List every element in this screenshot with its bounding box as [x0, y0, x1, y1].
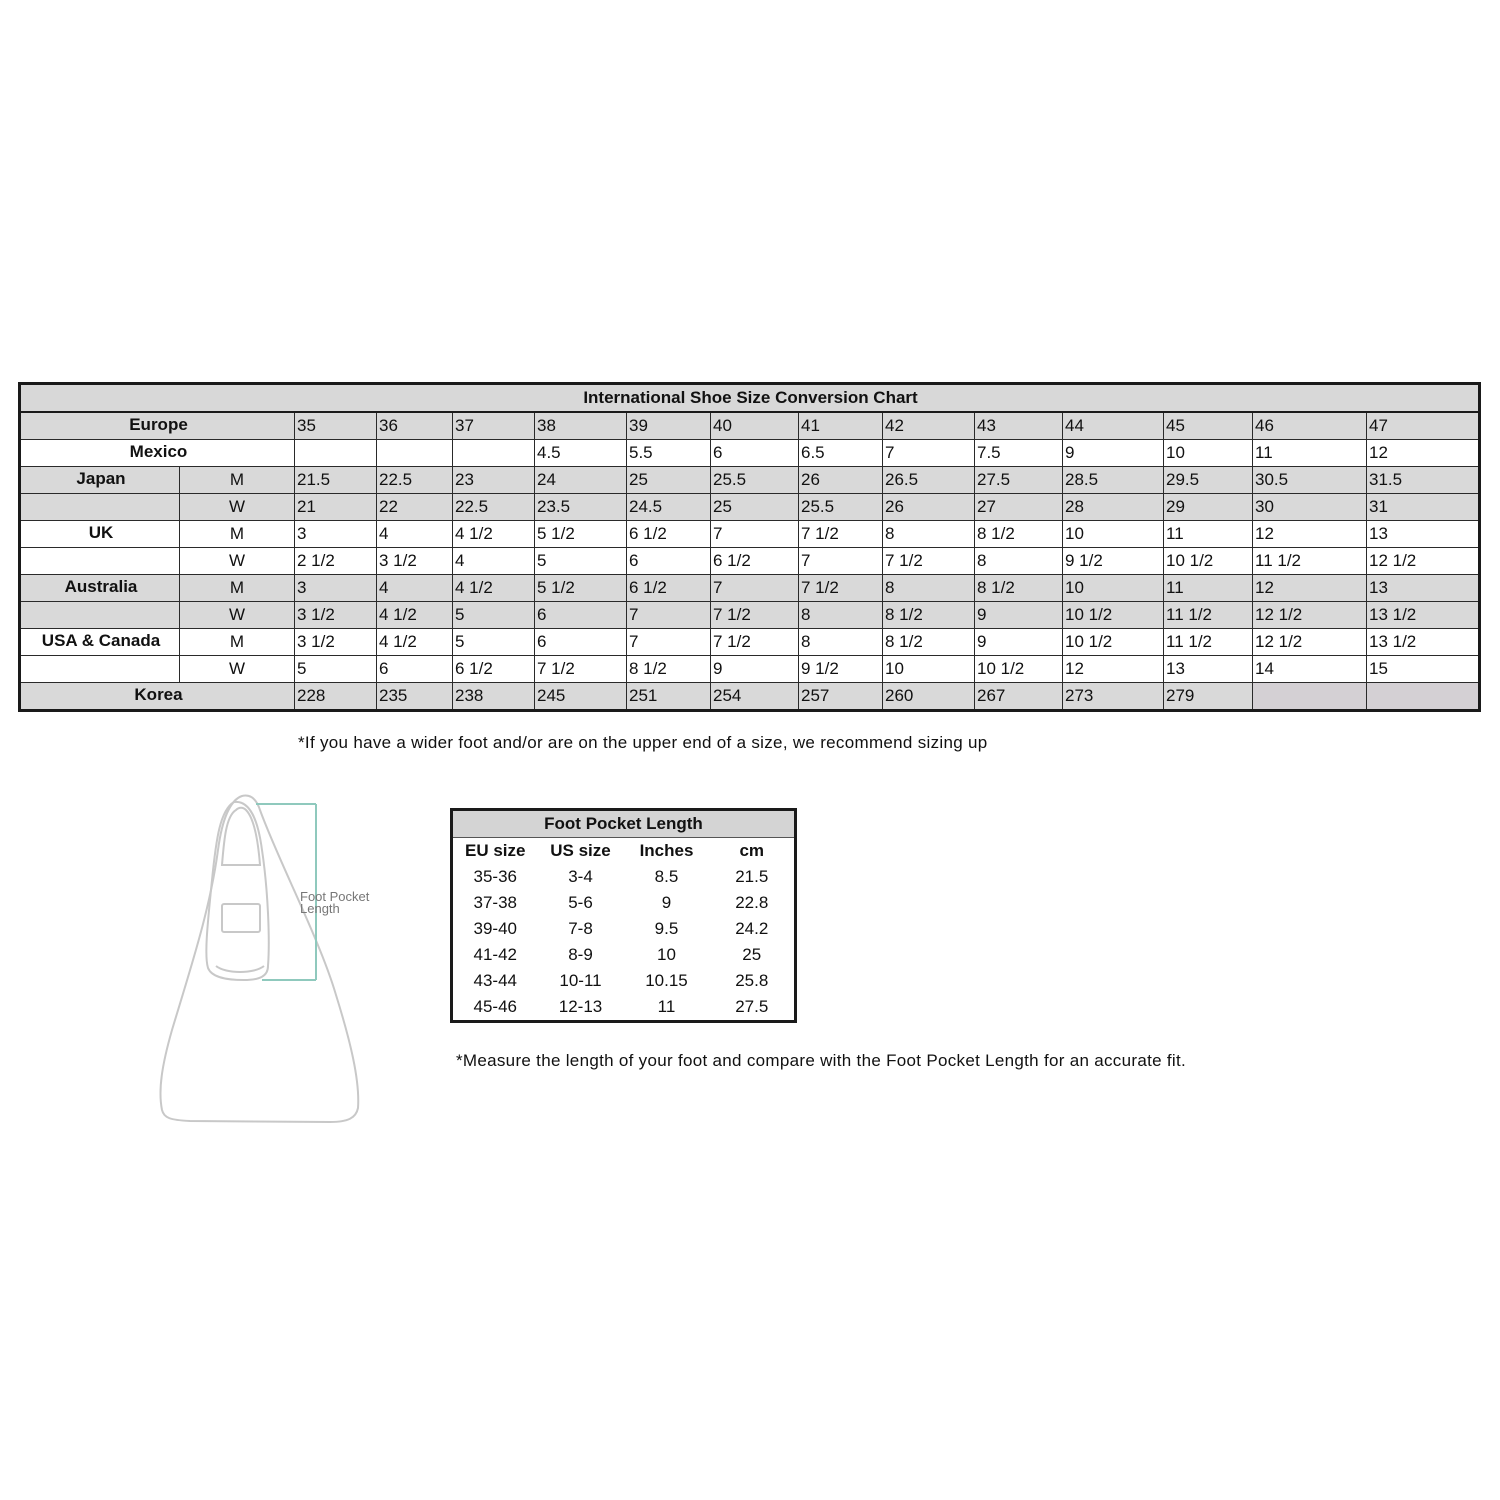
size-cell: 10 1/2 [1164, 548, 1253, 575]
header-us-size: US size [550, 841, 611, 860]
gender-label: M [180, 467, 295, 494]
size-cell: 8 [883, 575, 975, 602]
size-cell: 235 [377, 683, 453, 711]
size-cell: 10 [883, 656, 975, 683]
size-cell: 6 [711, 440, 799, 467]
size-cell: 6 1/2 [627, 521, 711, 548]
size-cell: 7 [711, 521, 799, 548]
size-cell: 6 [377, 656, 453, 683]
size-cell: 3 [295, 575, 377, 602]
pocket-cell: 25 [742, 945, 762, 964]
size-cell: 46 [1253, 412, 1367, 440]
pocket-cell: 7-8 [568, 919, 593, 938]
size-cell: 8 [799, 602, 883, 629]
size-cell: 22.5 [377, 467, 453, 494]
table-row [20, 548, 1480, 575]
size-cell: 31 [1367, 494, 1480, 521]
size-cell: 40 [711, 412, 799, 440]
size-cell: 5 [295, 656, 377, 683]
size-cell: 26 [799, 467, 883, 494]
size-cell: 4 1/2 [453, 575, 535, 602]
size-cell: 11 1/2 [1164, 602, 1253, 629]
size-cell: 8 [883, 521, 975, 548]
size-cell: 21.5 [295, 467, 377, 494]
size-cell: 8 1/2 [975, 575, 1063, 602]
size-cell: 44 [1063, 412, 1164, 440]
shoe-size-conversion-table [18, 382, 1481, 712]
size-cell: 23 [453, 467, 535, 494]
table-row [452, 994, 796, 1022]
size-cell: 7 [883, 440, 975, 467]
size-cell: 251 [627, 683, 711, 711]
size-cell: 30 [1253, 494, 1367, 521]
pocket-cell: 41-42 [473, 945, 517, 964]
pocket-cell: 37-38 [473, 893, 517, 912]
size-cell: 22.5 [453, 494, 535, 521]
size-cell: 9 [1063, 440, 1164, 467]
size-cell: 8 1/2 [627, 656, 711, 683]
size-cell: 6 1/2 [711, 548, 799, 575]
size-cell: 14 [1253, 656, 1367, 683]
size-cell: 4 [453, 548, 535, 575]
size-cell: 4 [377, 521, 453, 548]
size-cell: 5 1/2 [535, 521, 627, 548]
size-cell: 3 1/2 [295, 629, 377, 656]
size-cell: 25 [627, 467, 711, 494]
pocket-cell: 21.5 [735, 867, 769, 886]
size-cell: 10 [1164, 440, 1253, 467]
gender-label: M [180, 575, 295, 602]
foot-pocket-diagram-label: Foot Pocket [300, 889, 370, 904]
table-row [20, 683, 1480, 711]
measure-foot-note: *Measure the length of your foot and compare with the Foot Pocket Length for an accurate fit. [456, 1051, 1187, 1070]
size-cell: 6 [535, 602, 627, 629]
table-row [20, 440, 1480, 467]
country-label: Australia [20, 575, 180, 602]
size-cell [377, 440, 453, 467]
size-cell: 254 [711, 683, 799, 711]
size-cell: 9 [975, 602, 1063, 629]
size-cell: 260 [883, 683, 975, 711]
size-cell: 238 [453, 683, 535, 711]
pocket-cell: 3-4 [568, 867, 593, 886]
table-row [20, 412, 1480, 440]
size-cell: 7 1/2 [883, 548, 975, 575]
size-cell: 5.5 [627, 440, 711, 467]
pocket-cell: 10 [657, 945, 676, 964]
size-cell: 39 [627, 412, 711, 440]
table-row [20, 575, 1480, 602]
foot-pocket-length-table [450, 808, 797, 1023]
pocket-cell: 27.5 [735, 997, 769, 1016]
size-cell: 4.5 [535, 440, 627, 467]
table-row [20, 467, 1480, 494]
size-cell: 28.5 [1063, 467, 1164, 494]
size-cell: 3 1/2 [295, 602, 377, 629]
country-label-continuation [20, 656, 180, 683]
size-cell: 245 [535, 683, 627, 711]
size-cell: 6 [627, 548, 711, 575]
size-cell: 9 [975, 629, 1063, 656]
size-cell: 9 [711, 656, 799, 683]
table-row [20, 629, 1480, 656]
size-cell: 23.5 [535, 494, 627, 521]
size-cell: 273 [1063, 683, 1164, 711]
size-cell: 7 1/2 [711, 629, 799, 656]
country-label-continuation [20, 602, 180, 629]
size-cell: 11 1/2 [1164, 629, 1253, 656]
size-cell: 37 [453, 412, 535, 440]
size-cell: 13 [1367, 521, 1480, 548]
size-cell: 28 [1063, 494, 1164, 521]
size-cell: 6 [535, 629, 627, 656]
table-row [20, 602, 1480, 629]
size-cell: 8 [799, 629, 883, 656]
pocket-cell: 12-13 [558, 997, 603, 1016]
size-cell: 10 [1063, 521, 1164, 548]
size-cell: 25.5 [711, 467, 799, 494]
size-cell: 4 1/2 [377, 629, 453, 656]
table-row [452, 890, 796, 916]
size-cell: 3 1/2 [377, 548, 453, 575]
fin-outline-icon [160, 796, 358, 1122]
pocket-cell: 8.5 [654, 867, 679, 886]
country-label: Europe [20, 412, 295, 440]
size-cell: 11 [1164, 521, 1253, 548]
pocket-cell: 25.8 [735, 971, 769, 990]
table-row [20, 494, 1480, 521]
size-cell: 8 1/2 [975, 521, 1063, 548]
size-cell: 13 1/2 [1367, 629, 1480, 656]
size-cell: 7 1/2 [711, 602, 799, 629]
size-cell: 8 [975, 548, 1063, 575]
size-cell: 12 [1367, 440, 1480, 467]
size-cell: 41 [799, 412, 883, 440]
size-cell: 11 [1253, 440, 1367, 467]
size-cell: 24.5 [627, 494, 711, 521]
country-label: UK [20, 521, 180, 548]
size-cell: 4 1/2 [453, 521, 535, 548]
country-label: Japan [20, 467, 180, 494]
size-cell: 25 [711, 494, 799, 521]
size-cell: 9 1/2 [799, 656, 883, 683]
size-cell: 7.5 [975, 440, 1063, 467]
size-cell: 12 [1253, 521, 1367, 548]
pocket-cell: 24.2 [735, 919, 769, 938]
size-cell: 8 1/2 [883, 629, 975, 656]
size-cell [1367, 683, 1480, 711]
size-cell: 13 [1367, 575, 1480, 602]
table-row [20, 521, 1480, 548]
size-cell: 228 [295, 683, 377, 711]
size-cell: 2 1/2 [295, 548, 377, 575]
size-cell: 5 [535, 548, 627, 575]
size-cell: 12 [1253, 575, 1367, 602]
size-cell: 25.5 [799, 494, 883, 521]
size-cell: 5 1/2 [535, 575, 627, 602]
size-cell: 267 [975, 683, 1063, 711]
country-label-continuation [20, 494, 180, 521]
size-cell: 42 [883, 412, 975, 440]
size-cell: 12 1/2 [1367, 548, 1480, 575]
country-label: Mexico [20, 440, 295, 467]
gender-label: M [180, 521, 295, 548]
size-cell: 36 [377, 412, 453, 440]
pocket-cell: 5-6 [568, 893, 593, 912]
pocket-cell: 35-36 [473, 867, 517, 886]
size-cell: 12 1/2 [1253, 629, 1367, 656]
table-row [20, 656, 1480, 683]
pocket-cell: 22.8 [735, 893, 769, 912]
gender-label: W [180, 494, 295, 521]
size-cell: 9 1/2 [1063, 548, 1164, 575]
header-inches: Inches [639, 841, 694, 860]
size-cell: 31.5 [1367, 467, 1480, 494]
pocket-cell: 39-40 [473, 919, 517, 938]
size-cell: 279 [1164, 683, 1253, 711]
size-cell: 35 [295, 412, 377, 440]
size-cell: 26.5 [883, 467, 975, 494]
size-cell: 7 1/2 [535, 656, 627, 683]
size-cell: 43 [975, 412, 1063, 440]
size-cell: 8 1/2 [883, 602, 975, 629]
pocket-cell: 43-44 [473, 971, 517, 990]
size-cell: 7 1/2 [799, 521, 883, 548]
size-cell: 7 [627, 629, 711, 656]
size-cell: 257 [799, 683, 883, 711]
size-cell: 12 1/2 [1253, 602, 1367, 629]
size-cell: 11 [1164, 575, 1253, 602]
size-cell: 13 [1164, 656, 1253, 683]
size-cell: 13 1/2 [1367, 602, 1480, 629]
size-cell: 29.5 [1164, 467, 1253, 494]
size-cell: 6 1/2 [453, 656, 535, 683]
size-cell: 7 1/2 [799, 575, 883, 602]
table-row [452, 968, 796, 994]
size-cell: 4 [377, 575, 453, 602]
pocket-cell: 10-11 [559, 971, 602, 990]
size-cell: 10 [1063, 575, 1164, 602]
size-cell: 3 [295, 521, 377, 548]
fin-diagram [150, 780, 410, 1150]
size-cell: 11 1/2 [1253, 548, 1367, 575]
gender-label: W [180, 656, 295, 683]
size-cell: 45 [1164, 412, 1253, 440]
pocket-cell: 9.5 [654, 919, 679, 938]
size-cell [453, 440, 535, 467]
size-cell: 21 [295, 494, 377, 521]
size-cell: 5 [453, 629, 535, 656]
pocket-cell: 10.15 [645, 971, 688, 990]
sizing-up-note: *If you have a wider foot and/or are on the upper end of a size, we recommend sizing up [298, 733, 988, 752]
size-cell: 29 [1164, 494, 1253, 521]
size-cell: 22 [377, 494, 453, 521]
table-row [452, 942, 796, 968]
size-cell: 10 1/2 [1063, 602, 1164, 629]
size-cell: 12 [1063, 656, 1164, 683]
size-cell: 47 [1367, 412, 1480, 440]
header-cm: cm [739, 841, 765, 860]
size-cell: 30.5 [1253, 467, 1367, 494]
size-cell: 15 [1367, 656, 1480, 683]
country-label: USA & Canada [20, 629, 180, 656]
size-cell: 26 [883, 494, 975, 521]
country-label: Korea [20, 683, 295, 711]
size-cell: 27 [975, 494, 1063, 521]
size-cell: 7 [711, 575, 799, 602]
size-cell: 7 [799, 548, 883, 575]
size-cell [295, 440, 377, 467]
size-cell: 38 [535, 412, 627, 440]
gender-label: W [180, 602, 295, 629]
country-label-continuation [20, 548, 180, 575]
size-cell: 24 [535, 467, 627, 494]
size-cell: 10 1/2 [1063, 629, 1164, 656]
foot-pocket-diagram-label-2: Length [300, 901, 340, 916]
pocket-cell: 45-46 [473, 997, 517, 1016]
foot-pocket-title: Foot Pocket Length [452, 810, 796, 838]
table-row [452, 916, 796, 942]
pocket-cell: 11 [657, 997, 676, 1016]
gender-label: M [180, 629, 295, 656]
size-cell: 4 1/2 [377, 602, 453, 629]
size-cell [1253, 683, 1367, 711]
size-cell: 10 1/2 [975, 656, 1063, 683]
pocket-cell: 9 [661, 893, 672, 912]
size-cell: 6.5 [799, 440, 883, 467]
size-cell: 5 [453, 602, 535, 629]
table-row [452, 864, 796, 890]
size-cell: 7 [627, 602, 711, 629]
pocket-cell: 8-9 [568, 945, 593, 964]
conversion-chart-title: International Shoe Size Conversion Chart [20, 384, 1480, 413]
size-cell: 27.5 [975, 467, 1063, 494]
gender-label: W [180, 548, 295, 575]
size-cell: 6 1/2 [627, 575, 711, 602]
header-eu-size: EU size [465, 841, 526, 860]
